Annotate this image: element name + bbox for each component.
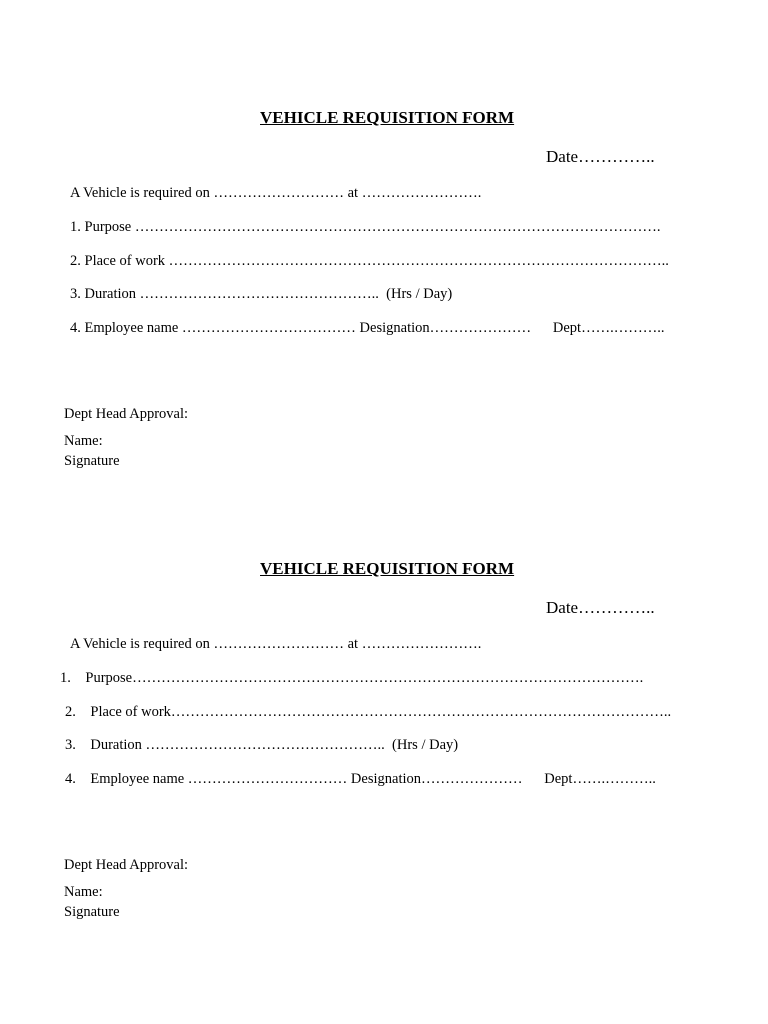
form-title: VEHICLE REQUISITION FORM xyxy=(260,108,515,127)
date-field: Date………….. xyxy=(546,598,655,617)
name-label: Name: xyxy=(64,884,103,900)
vehicle-required-line: A Vehicle is required on ……………………… at ……………………. xyxy=(70,185,482,201)
purpose-line: 1. Purpose……………………………………………………………………………………………. xyxy=(60,670,644,686)
form-title: VEHICLE REQUISITION FORM xyxy=(260,559,515,578)
place-of-work-line: 2. Place of work………………………………………………………………………………………….. xyxy=(65,704,672,720)
signature-label: Signature xyxy=(64,904,120,920)
employee-line: 4. Employee name …………………………… Designation………………… Dept…….……….. xyxy=(65,771,656,787)
purpose-line: 1. Purpose ………………………………………………………………………………………………. xyxy=(70,219,661,235)
signature-label: Signature xyxy=(64,453,120,469)
vehicle-required-line: A Vehicle is required on ……………………… at ……………………. xyxy=(70,636,482,652)
dept-head-approval-label: Dept Head Approval: xyxy=(64,406,189,422)
duration-line: 3. Duration ………………………………………….. (Hrs / Day) xyxy=(65,737,459,753)
employee-line: 4. Employee name ……………………………… Designation………………… Dept…….……….. xyxy=(70,320,665,336)
dept-head-approval-label: Dept Head Approval: xyxy=(64,857,189,873)
place-of-work-line: 2. Place of work ………………………………………………………………………………………….. xyxy=(70,253,669,269)
duration-line: 3. Duration ………………………………………….. (Hrs / Day) xyxy=(70,286,453,302)
name-label: Name: xyxy=(64,433,103,449)
date-field: Date………….. xyxy=(546,147,655,166)
